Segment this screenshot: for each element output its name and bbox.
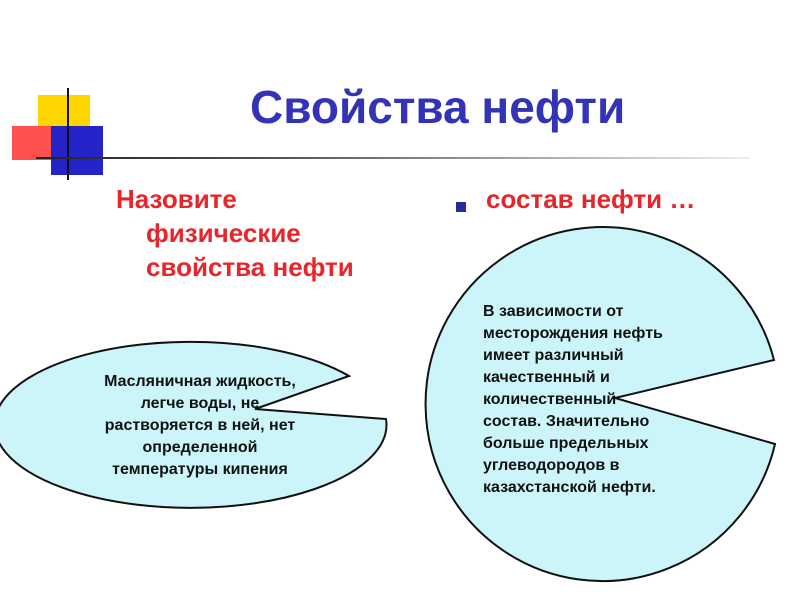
left-callout-line: определенной: [142, 439, 258, 456]
left-callout-line: растворяется в ней, нет: [104, 417, 296, 434]
left-callout-line: легче воды, не: [140, 395, 260, 412]
left-callout-text: [60, 371, 340, 481]
right-callout-text: [483, 301, 783, 499]
right-callout-line: состав. Значительно: [483, 413, 650, 430]
slide-title: Свойства нефти: [250, 81, 626, 133]
left-callout-line: Масляничная жидкость,: [104, 373, 296, 390]
right-callout-line: количественный: [483, 391, 617, 408]
right-callout-line: казахстанской нефти.: [483, 479, 656, 496]
right-callout-line: качественный и: [483, 369, 610, 386]
right-callout-line: больше предельных: [483, 435, 649, 452]
left-callout-line: температуры кипения: [112, 461, 288, 478]
left-question-line: свойства нефти: [146, 252, 354, 282]
right-question: состав нефти …: [486, 184, 696, 214]
right-callout-line: имеет различный: [483, 347, 624, 364]
left-question-line: Назовите: [116, 184, 237, 214]
right-callout-line: углеводородов в: [483, 457, 620, 474]
right-callout-line: месторождения нефть: [483, 325, 663, 342]
left-question-line: физические: [146, 218, 301, 248]
right-callout-line: В зависимости от: [483, 303, 624, 320]
